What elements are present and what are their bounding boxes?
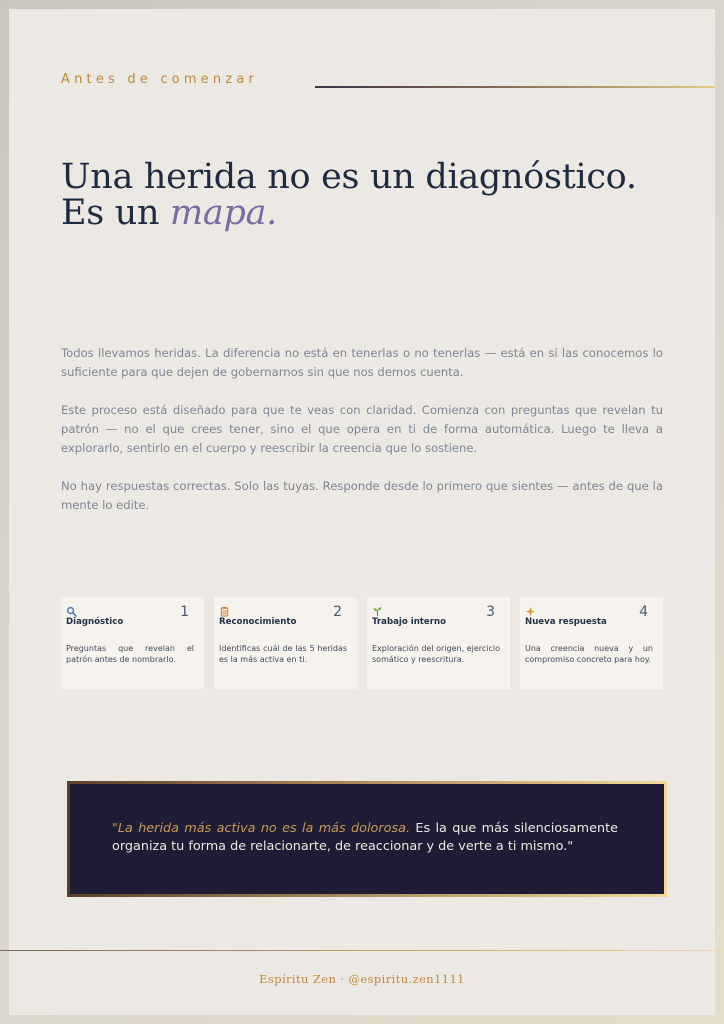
step-card-reconocimiento bbox=[214, 597, 357, 689]
quote-emphasis: "La herida más activa no es la más dolorosa. bbox=[112, 821, 411, 836]
step-description: Identificas cuál de las 5 heridas es la más activa en ti. bbox=[219, 644, 347, 664]
quote-text bbox=[112, 820, 618, 856]
footer-divider bbox=[0, 950, 724, 951]
eyebrow-divider bbox=[315, 86, 715, 88]
step-card-diagnostico bbox=[61, 597, 204, 689]
step-card-nueva-respuesta bbox=[520, 597, 663, 689]
step-number: 2 bbox=[333, 604, 342, 620]
intro-paragraph: Todos llevamos heridas. La diferencia no está en tenerlas o no tenerlas — está en si las conocemos lo suficiente para que dejen de gobernarnos sin que nos demos cuenta. bbox=[61, 346, 663, 379]
quote-rest: Es la que más silenciosamente organiza tu forma de relacionarte, de reaccionar y de verte a ti mismo." bbox=[112, 821, 618, 854]
section-eyebrow: Antes de comenzar bbox=[61, 72, 259, 87]
intro-paragraph: Este proceso está diseñado para que te veas con claridad. Comienza con preguntas que revelan tu patrón — no el que crees tener, sino el que opera en ti de forma automática. Luego te lleva a explorarlo, sentirlo en el cuerpo y reescribir la creencia que lo sostiene. bbox=[61, 403, 663, 455]
step-title: Reconocimiento bbox=[219, 617, 297, 627]
step-description: Preguntas que revelan el patrón antes de nombrarlo. bbox=[66, 644, 194, 664]
step-description: Exploración del origen, ejercicio somático y reescritura. bbox=[372, 644, 500, 664]
page-title bbox=[61, 159, 637, 231]
intro-text bbox=[61, 344, 663, 534]
quote-box bbox=[67, 781, 667, 897]
title-line-1: Una herida no es un diagnóstico. bbox=[61, 157, 637, 197]
step-number: 4 bbox=[639, 604, 648, 620]
step-card-trabajo-interno bbox=[367, 597, 510, 689]
step-title: Diagnóstico bbox=[66, 617, 124, 627]
step-title: Trabajo interno bbox=[372, 617, 447, 627]
step-description: Una creencia nueva y un compromiso concreto para hoy. bbox=[525, 644, 653, 664]
footer-credit: Espíritu Zen · @espiritu.zen1111 bbox=[259, 972, 465, 986]
step-number: 1 bbox=[180, 604, 189, 620]
title-line-2 bbox=[61, 195, 637, 231]
sprout-icon bbox=[372, 606, 383, 617]
magnifier-icon bbox=[66, 606, 77, 617]
page bbox=[9, 9, 715, 1015]
title-accent-word: mapa. bbox=[170, 193, 277, 233]
step-number: 3 bbox=[486, 604, 495, 620]
process-steps bbox=[61, 597, 663, 689]
intro-paragraph: No hay respuestas correctas. Solo las tuyas. Responde desde lo primero que sientes — antes de que la mente lo edite. bbox=[61, 479, 663, 512]
sparkle-icon bbox=[525, 606, 536, 617]
title-line-2-prefix: Es un bbox=[61, 193, 171, 233]
clipboard-icon bbox=[219, 606, 230, 617]
step-title: Nueva respuesta bbox=[525, 617, 607, 627]
